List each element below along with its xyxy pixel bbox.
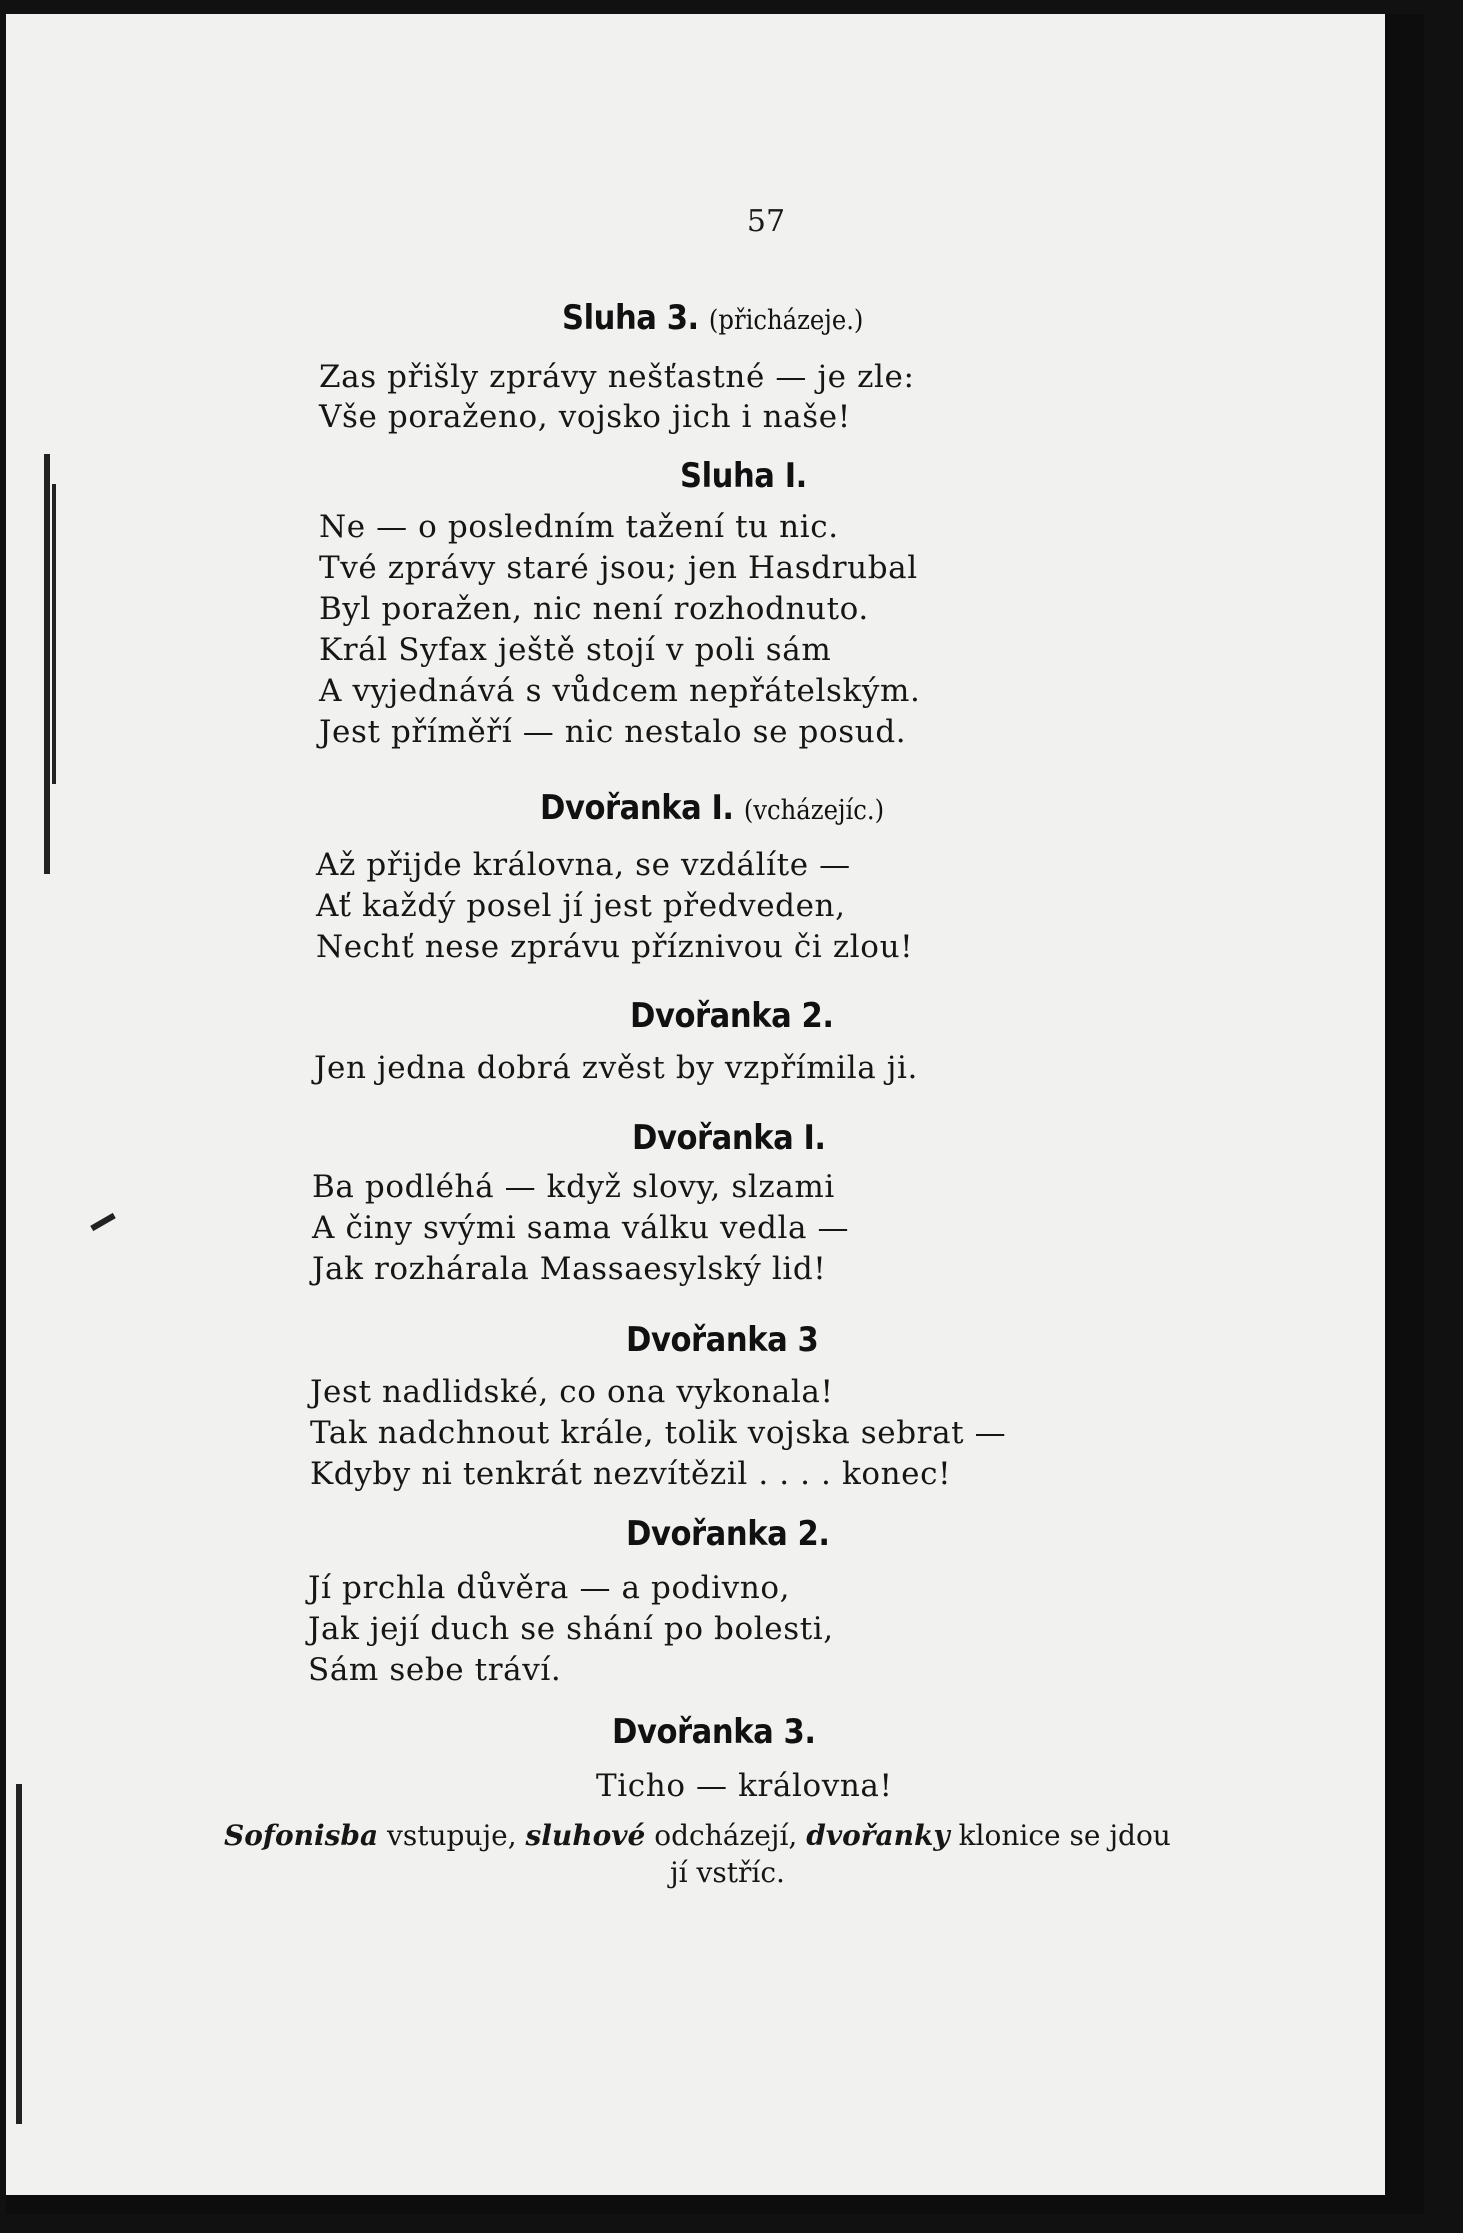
verse-line: Vše poraženo, vojsko jich i naše!	[319, 399, 851, 435]
verse-line: Ba podléhá — když slovy, slzami	[312, 1169, 835, 1205]
verse-line: Jest nadlidské, co ona vykonala!	[310, 1374, 834, 1410]
dialogue	[6, 14, 1424, 2214]
verse-line: Jak rozhárala Massaesylský lid!	[312, 1251, 827, 1287]
page-number: 57	[746, 204, 786, 239]
speaker-name: Dvořanka 2.	[626, 1514, 830, 1554]
speaker-name: Dvořanka I.	[632, 1118, 826, 1158]
verse-line: Ať každý posel jí jest předveden,	[316, 888, 846, 924]
stage-direction: (přicházeje.)	[708, 305, 864, 336]
verse-line: A vyjednává s vůdcem nepřátelským.	[319, 673, 921, 709]
verse-line: Zas přišly zprávy nešťastné — je zle:	[319, 359, 915, 395]
character-name: Sofonisba	[224, 1819, 379, 1852]
verse-line: Jen jedna dobrá zvěst by vzpřímila ji.	[314, 1050, 918, 1086]
verse-line: Ticho — královna!	[596, 1768, 893, 1804]
stage-direction: (vcházejíc.)	[743, 795, 885, 826]
verse-line: Ne — o posledním tažení tu nic.	[319, 509, 839, 545]
closing-stage-direction-continued: jí vstříc.	[670, 1856, 785, 1889]
verse-line: Jak její duch se shání po bolesti,	[308, 1611, 834, 1647]
verse-line: Tak nadchnout krále, tolik vojska sebrat —	[310, 1415, 1007, 1451]
verse-line: Sám sebe tráví.	[308, 1652, 562, 1688]
speaker-name: Dvořanka 2.	[630, 996, 834, 1036]
verse-line: A činy svými sama válku vedla —	[312, 1210, 850, 1246]
speaker-name: Dvořanka 3.	[612, 1712, 816, 1752]
speaker-name: Dvořanka 3	[626, 1320, 819, 1360]
character-name: sluhové	[525, 1819, 646, 1852]
verse-line: Nechť nese zprávu příznivou či zlou!	[316, 929, 914, 965]
verse-line: Byl poražen, nic není rozhodnuto.	[319, 591, 869, 627]
speaker-name: Dvořanka I. (vcházejíc.)	[540, 788, 885, 828]
book-page	[6, 14, 1424, 2214]
verse-line: Jest příměří — nic nestalo se posud.	[319, 714, 907, 750]
verse-line: Až přijde královna, se vzdálíte —	[316, 847, 851, 883]
verse-line: Král Syfax ještě stojí v poli sám	[319, 632, 832, 668]
verse-line: Kdyby ni tenkrát nezvítězil . . . . konec!	[310, 1456, 952, 1492]
closing-stage-direction: Sofonisba vstupuje, sluhové odcházejí, dvořanky klonice se jdou	[224, 1819, 1171, 1852]
character-name: dvořanky	[806, 1819, 950, 1852]
speaker-name: Sluha 3. (přicházeje.)	[562, 298, 864, 338]
verse-line: Jí prchla důvěra — a podivno,	[308, 1570, 791, 1606]
speaker-name: Sluha I.	[680, 456, 807, 496]
verse-line: Tvé zprávy staré jsou; jen Hasdrubal	[319, 550, 918, 586]
